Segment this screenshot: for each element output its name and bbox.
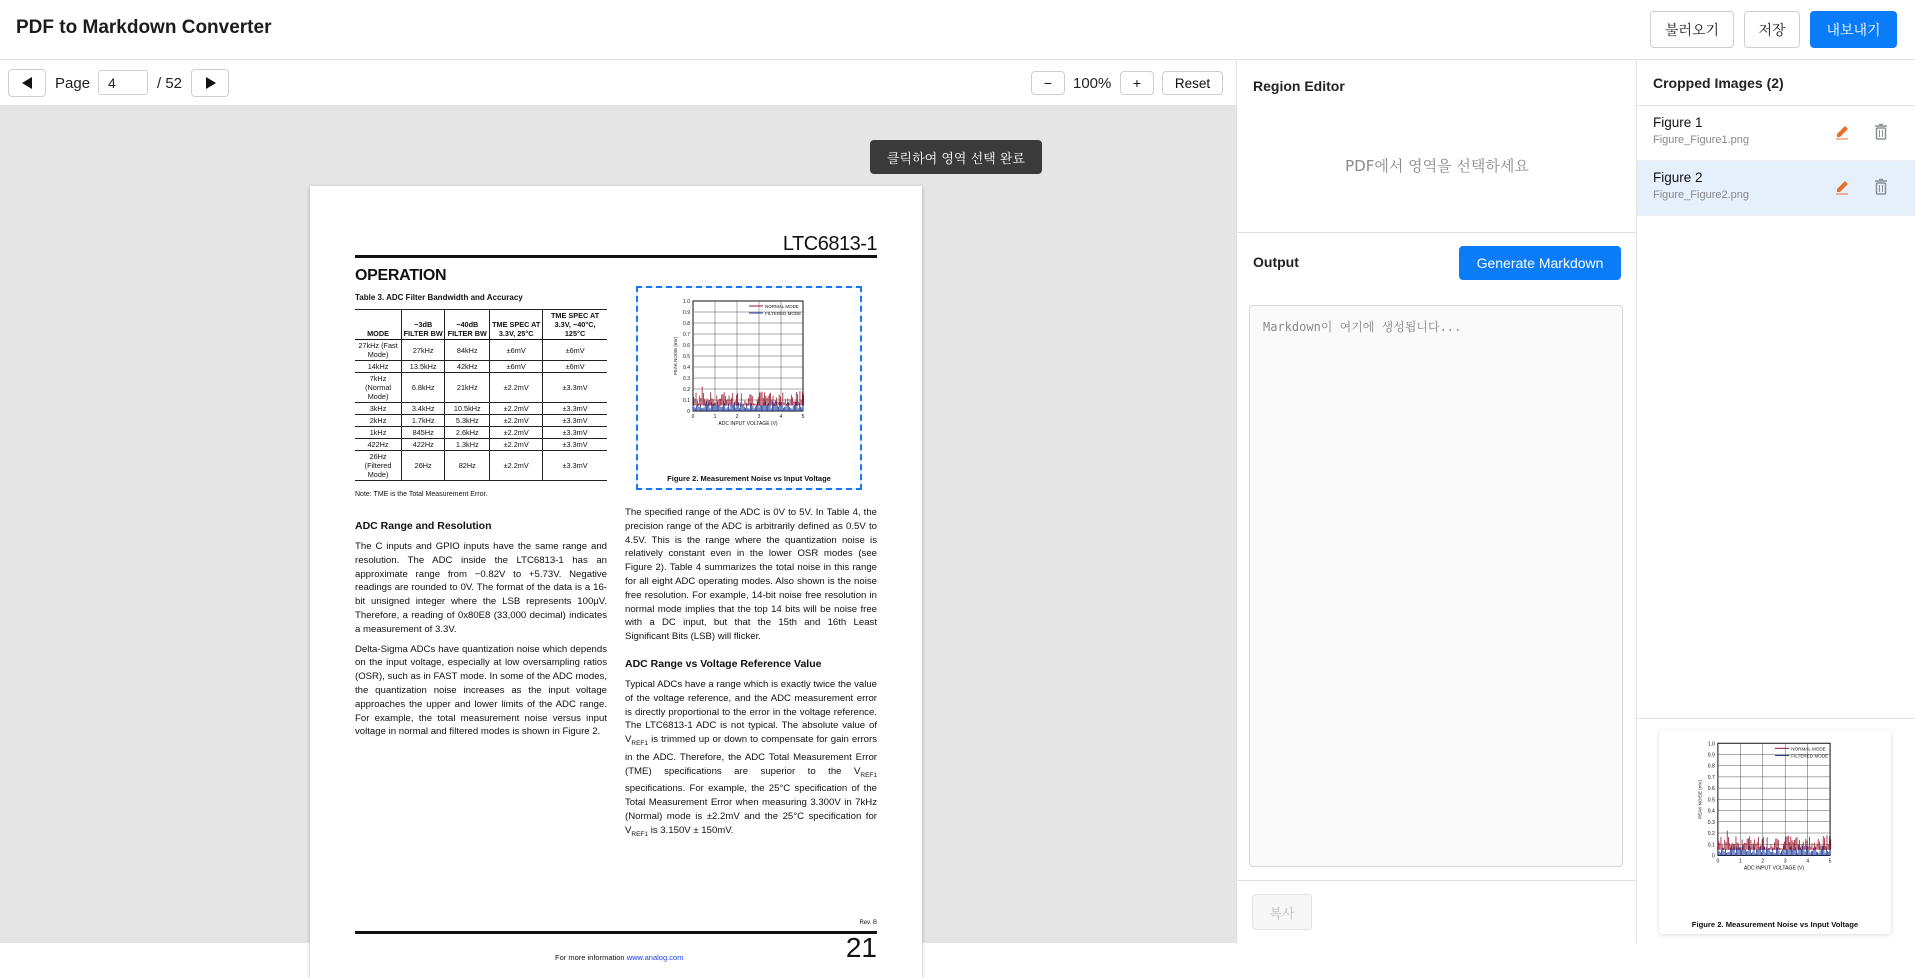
heading-vref: ADC Range vs Voltage Reference Value bbox=[625, 658, 822, 670]
table-cell: 2kHz bbox=[355, 415, 402, 427]
y-tick-label: 0 bbox=[1711, 853, 1715, 860]
adc-filter-table bbox=[355, 309, 607, 481]
page-number: 21 bbox=[845, 932, 877, 963]
y-tick-label: 0 bbox=[687, 409, 690, 415]
x-tick-label: 3 bbox=[1783, 858, 1787, 865]
table-cell: 26Hz bbox=[402, 451, 445, 481]
preview-noise-chart bbox=[1659, 730, 1891, 934]
table-header: TME SPEC AT 3.3V, 25°C bbox=[490, 310, 543, 340]
y-tick-label: 0.3 bbox=[683, 376, 690, 382]
footer-text: For more information www.analog.com bbox=[555, 953, 684, 962]
generate-markdown-button[interactable]: Generate Markdown bbox=[1459, 246, 1621, 280]
table-cell: 2.6kHz bbox=[445, 427, 490, 439]
selection-region[interactable] bbox=[636, 286, 862, 490]
table-caption: Table 3. ADC Filter Bandwidth and Accuracy bbox=[355, 293, 523, 302]
legend-label: NORMAL MODE bbox=[765, 304, 799, 309]
y-tick-label: 0.7 bbox=[1707, 774, 1715, 781]
table-cell: ±3.3mV bbox=[543, 451, 607, 481]
x-tick-label: 0 bbox=[1716, 858, 1720, 865]
heading-adc-range: ADC Range and Resolution bbox=[355, 520, 492, 532]
table-cell: 422Hz bbox=[402, 439, 445, 451]
table-cell: 7kHz (Normal Mode) bbox=[355, 373, 402, 403]
x-axis-label: ADC INPUT VOLTAGE (V) bbox=[1743, 865, 1805, 872]
cropped-images-panel bbox=[1636, 60, 1915, 943]
y-tick-label: 0.5 bbox=[1707, 797, 1715, 804]
y-tick-label: 0.7 bbox=[683, 332, 690, 338]
cropped-item-file: Figure_Figure1.png bbox=[1653, 134, 1750, 146]
prev-page-button[interactable] bbox=[8, 69, 46, 97]
y-axis-label: PEAK NOISE (mV) bbox=[1697, 779, 1703, 819]
table-cell: 845Hz bbox=[402, 427, 445, 439]
y-tick-label: 0.5 bbox=[683, 354, 690, 360]
table-cell: 10.5kHz bbox=[445, 403, 490, 415]
x-tick-label: 0 bbox=[691, 414, 695, 420]
save-button[interactable]: 저장 bbox=[1744, 11, 1800, 48]
table-header: −40dB FILTER BW bbox=[445, 310, 490, 340]
part-number: LTC6813-1 bbox=[782, 233, 877, 255]
table-header: MODE bbox=[355, 310, 402, 340]
y-tick-label: 0.4 bbox=[683, 365, 690, 371]
page-total: / 52 bbox=[157, 75, 183, 92]
pencil-icon[interactable] bbox=[1834, 178, 1850, 196]
y-tick-label: 0.1 bbox=[683, 398, 690, 404]
y-tick-label: 1.0 bbox=[1707, 741, 1715, 748]
paragraph: The C inputs and GPIO inputs have the same range and resolution. The ADC inside the LTC6813-1 has an approximate range from −0.82V to +5.73V. Negative readings are rounded to 0V. The format of the data is a 16-bit unsigned integer where the LSB represents 100µV. Therefore, a reading of 0x80E8 (33,000 decimal) indicates a measurement of 3.3V. bbox=[355, 541, 607, 635]
table-cell: 422Hz bbox=[355, 439, 402, 451]
legend-label: FILTERED MODE bbox=[765, 311, 802, 316]
table-cell: ±3.3mV bbox=[543, 427, 607, 439]
region-editor-panel bbox=[1236, 60, 1636, 943]
page-number-input[interactable] bbox=[98, 70, 148, 95]
table-cell: ±3.3mV bbox=[543, 403, 607, 415]
zoom-level: 100% bbox=[1073, 75, 1112, 92]
pencil-icon[interactable] bbox=[1834, 123, 1850, 141]
x-tick-label: 3 bbox=[757, 414, 761, 420]
text-column-left bbox=[355, 540, 607, 745]
figure-caption: Figure 2. Measurement Noise vs Input Voltage bbox=[1691, 919, 1859, 929]
divider bbox=[1637, 718, 1915, 719]
table-header: TME SPEC AT 3.3V, −40°C, 125°C bbox=[543, 310, 607, 340]
triangle-right-icon bbox=[205, 77, 216, 89]
y-axis-label: PEAK NOISE (mV) bbox=[673, 336, 678, 376]
x-tick-label: 5 bbox=[1828, 858, 1832, 865]
next-page-button[interactable] bbox=[191, 69, 229, 97]
table-cell: ±2.2mV bbox=[490, 427, 543, 439]
y-tick-label: 0.9 bbox=[1707, 752, 1715, 759]
page-label: Page bbox=[55, 75, 91, 92]
table-cell: 5.3kHz bbox=[445, 415, 490, 427]
table-cell: ±6mV bbox=[543, 361, 607, 373]
y-tick-label: 0.4 bbox=[1707, 808, 1715, 815]
paragraph: Delta-Sigma ADCs have quantization noise which depends on the input voltage, especially at low oversampling ratios (OSR), such as in FAST mode. In some of the ADC modes, the quantization noise increases as the input voltage approaches the upper and lower limits of the ADC range. For example, the total measurement noise versus input voltage in normal and filtered modes is shown in Figure 2. bbox=[355, 643, 607, 738]
table-cell: ±2.2mV bbox=[490, 373, 543, 403]
zoom-in-button[interactable]: + bbox=[1120, 71, 1154, 95]
table-cell: ±6mV bbox=[490, 361, 543, 373]
triangle-left-icon bbox=[22, 77, 33, 89]
table-cell: 82Hz bbox=[445, 451, 490, 481]
region-editor-title: Region Editor bbox=[1253, 78, 1345, 94]
divider bbox=[1237, 232, 1637, 233]
legend-label: NORMAL MODE bbox=[1791, 746, 1826, 752]
table-note: Note: TME is the Total Measurement Error. bbox=[355, 491, 488, 498]
y-tick-label: 0.2 bbox=[1707, 831, 1715, 838]
table-row bbox=[355, 451, 607, 481]
x-tick-label: 4 bbox=[779, 414, 783, 420]
table-cell: 42kHz bbox=[445, 361, 490, 373]
y-tick-label: 0.1 bbox=[1707, 842, 1715, 849]
text-column-right bbox=[625, 506, 877, 650]
cropped-title: Cropped Images (2) bbox=[1653, 75, 1784, 91]
cropped-item-name: Figure 1 bbox=[1653, 115, 1703, 130]
table-row bbox=[355, 439, 607, 451]
table-row bbox=[355, 415, 607, 427]
table-row bbox=[355, 403, 607, 415]
table-row bbox=[355, 373, 607, 403]
table-cell: 1.7kHz bbox=[402, 415, 445, 427]
trash-icon[interactable] bbox=[1873, 123, 1889, 141]
copy-button[interactable]: 복사 bbox=[1252, 894, 1312, 930]
trash-icon[interactable] bbox=[1873, 178, 1889, 196]
y-tick-label: 0.3 bbox=[1707, 819, 1715, 826]
cropped-item-selected[interactable] bbox=[1637, 161, 1915, 216]
table-cell: 13.5kHz bbox=[402, 361, 445, 373]
export-button[interactable]: 내보내기 bbox=[1810, 11, 1897, 48]
table-cell: 21kHz bbox=[445, 373, 490, 403]
table-row bbox=[355, 340, 607, 361]
x-axis-label: ADC INPUT VOLTAGE (V) bbox=[718, 421, 778, 427]
y-tick-label: 0.8 bbox=[683, 321, 690, 327]
table-cell: 27kHz bbox=[402, 340, 445, 361]
pdf-page[interactable] bbox=[310, 186, 922, 978]
selection-tooltip: 클릭하여 영역 선택 완료 bbox=[870, 140, 1042, 174]
table-header: −3dB FILTER BW bbox=[402, 310, 445, 340]
region-placeholder: PDF에서 영역을 선택하세요 bbox=[1345, 157, 1529, 175]
y-tick-label: 0.6 bbox=[683, 343, 690, 349]
revision: Rev. B bbox=[859, 920, 877, 926]
footer-rule bbox=[355, 931, 877, 934]
y-tick-label: 0.6 bbox=[1707, 786, 1715, 793]
output-title: Output bbox=[1253, 254, 1299, 270]
x-tick-label: 2 bbox=[735, 414, 739, 420]
table-cell: ±3.3mV bbox=[543, 439, 607, 451]
table-cell: ±6mV bbox=[543, 340, 607, 361]
cropped-image-preview bbox=[1659, 730, 1891, 934]
x-tick-label: 1 bbox=[1738, 858, 1742, 865]
table-cell: 14kHz bbox=[355, 361, 402, 373]
table-cell: 3.4kHz bbox=[402, 403, 445, 415]
markdown-output[interactable]: Markdown이 여기에 생성됩니다... bbox=[1249, 305, 1623, 867]
footer-link[interactable]: www.analog.com bbox=[626, 953, 684, 962]
paragraph: The specified range of the ADC is 0V to 5V. In Table 4, the precision range of the ADC is arbitrarily defined as 0.5V to 4.5V. This is the range where the quantization noise is relatively constant even in the lower OSR modes (see Figure 2). Table 4 summarizes the total noise in this range for all eight ADC operating modes. Also shown is the noise free resolution. For example, 14-bit noise free resolution in normal mode implies that the top 14 bits will be noise free with a DC input, but that the 15th and 16th Least Significant Bits (LSB) will flicker. bbox=[625, 507, 877, 643]
table-cell: 84kHz bbox=[445, 340, 490, 361]
table-cell: 27kHz (Fast Mode) bbox=[355, 340, 402, 361]
table-row bbox=[355, 427, 607, 439]
section-title: OPERATION bbox=[355, 267, 447, 284]
y-tick-label: 1.0 bbox=[683, 299, 690, 305]
text-vref bbox=[625, 678, 877, 847]
figure-caption: Figure 2. Measurement Noise vs Input Voltage bbox=[667, 474, 831, 483]
table-cell: 1.3kHz bbox=[445, 439, 490, 451]
table-cell: ±2.2mV bbox=[490, 403, 543, 415]
table-cell: ±2.2mV bbox=[490, 451, 543, 481]
table-cell: ±3.3mV bbox=[543, 373, 607, 403]
table-cell: 1kHz bbox=[355, 427, 402, 439]
table-cell: ±2.2mV bbox=[490, 415, 543, 427]
table-cell: 3kHz bbox=[355, 403, 402, 415]
y-tick-label: 0.8 bbox=[1707, 763, 1715, 770]
paragraph: Typical ADCs have a range which is exactly twice the value of the voltage reference, and the ADC measurement error is directly proportional to the error in the voltage reference. The LTC6813-1 ADC is not typical. The absolute value of $V_{REF1}$ is trimmed up or down to compensate for gain errors in the ADC. Therefore, the ADC Total Measurement Error (TME) specifications are superior to the $V_{REF1}$ specifications. For example, the 25°C specification of the Total Measurement Error when measuring 3.300V in 7kHz (Normal) mode is ±2.2mV and the 25°C specification for $V_{REF1}$ is 3.150V ± 150mV. bbox=[625, 679, 877, 838]
cropped-item-file: Figure_Figure2.png bbox=[1653, 189, 1750, 201]
app-header bbox=[0, 0, 1915, 60]
x-tick-label: 2 bbox=[1761, 858, 1765, 865]
table-cell: ±6mV bbox=[490, 340, 543, 361]
divider bbox=[1237, 880, 1637, 881]
y-tick-label: 0.2 bbox=[683, 387, 690, 393]
cropped-item-name: Figure 2 bbox=[1653, 170, 1703, 185]
header-rule bbox=[355, 255, 877, 258]
x-tick-label: 4 bbox=[1806, 858, 1810, 865]
pdf-viewer bbox=[0, 60, 1236, 963]
x-tick-label: 1 bbox=[713, 414, 717, 420]
table-row bbox=[355, 361, 607, 373]
legend-label: FILTERED MODE bbox=[1791, 753, 1829, 759]
y-tick-label: 0.9 bbox=[683, 310, 690, 316]
load-button[interactable]: 불러오기 bbox=[1650, 11, 1734, 48]
table-cell: ±3.3mV bbox=[543, 415, 607, 427]
noise-chart bbox=[638, 288, 860, 488]
table-cell: 6.8kHz bbox=[402, 373, 445, 403]
x-tick-label: 5 bbox=[801, 414, 805, 420]
viewer-toolbar bbox=[0, 60, 1236, 106]
table-cell: ±2.2mV bbox=[490, 439, 543, 451]
table-cell: 26Hz (Filtered Mode) bbox=[355, 451, 402, 481]
zoom-out-button[interactable]: − bbox=[1031, 71, 1065, 95]
cropped-item[interactable] bbox=[1637, 106, 1915, 161]
app-title: PDF to Markdown Converter bbox=[16, 17, 272, 38]
zoom-reset-button[interactable]: Reset bbox=[1162, 71, 1223, 95]
